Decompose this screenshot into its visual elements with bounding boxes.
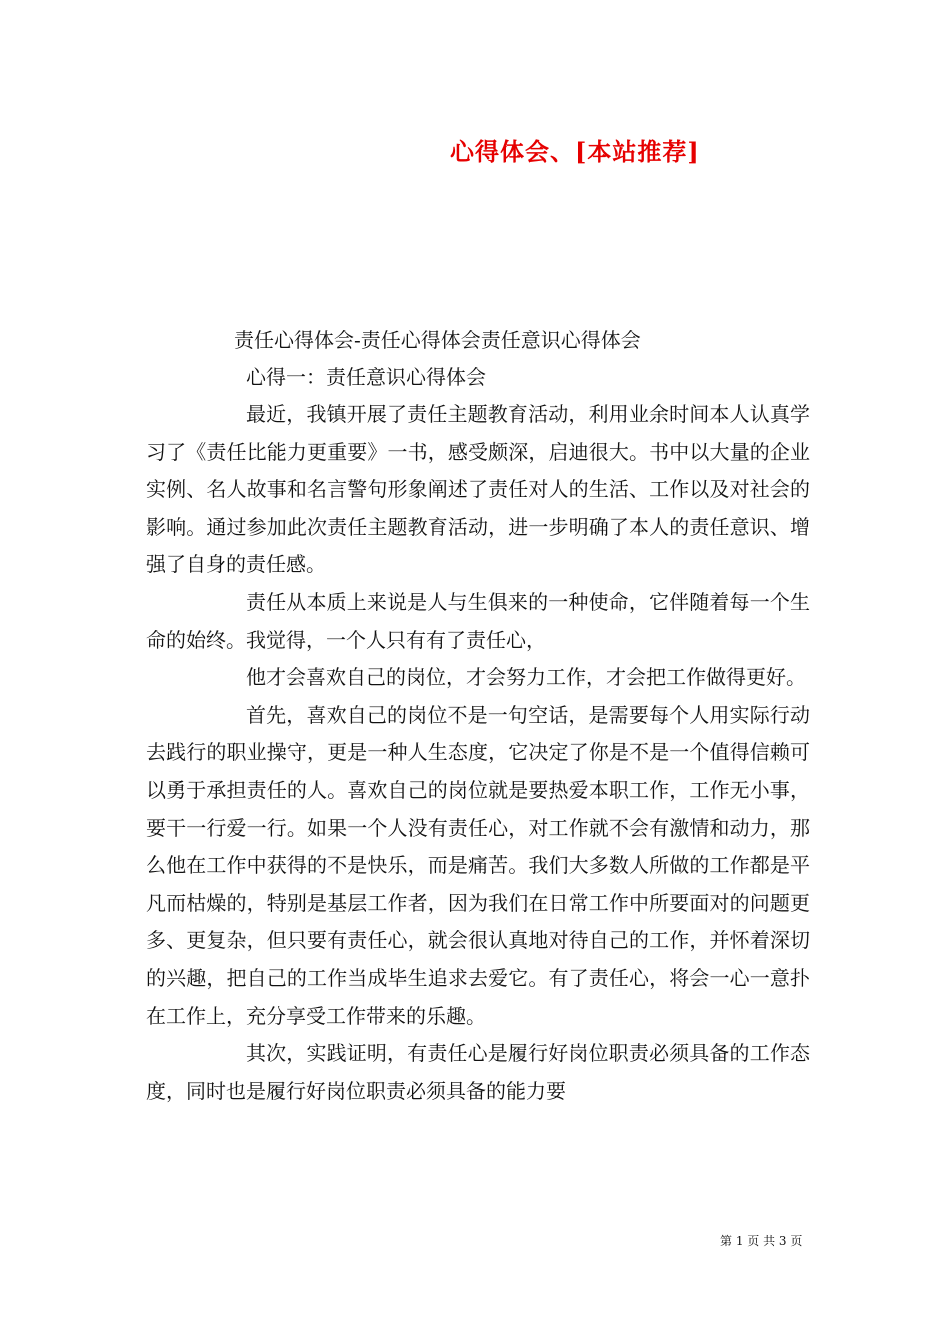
article-subheading: 心得一：责任意识心得体会 (246, 365, 486, 389)
paragraph: 首先，喜欢自己的岗位不是一句空话，是需要每个人用实际行动去践行的职业操守，更是一种人生态度，它决定了你是不是一个值得信赖可以勇于承担责任的人。喜欢自己的岗位就是要热爱本职工作，工作无小事，要干一行爱一行。如果一个人没有责任心，对工作就不会有激情和动力，那么他在工作中获得的不是快乐，而是痛苦。我们大多数人所做的工作都是平凡而枯燥的，特别是基层工作者，因为我们在日常工作中所要面对的问题更多、更复杂，但只要有责任心，就会很认真地对待自己的工作，并怀着深切的兴趣，把自己的工作当成毕生追求去爱它。有了责任心，将会一心一意扑在工作上，充分享受工作带来的乐趣。 (146, 702, 810, 1028)
article-body (146, 396, 810, 1110)
paragraph: 最近，我镇开展了责任主题教育活动，利用业余时间本人认真学习了《责任比能力更重要》一书，感受颇深，启迪很大。书中以大量的企业实例、名人故事和名言警句形象阐述了责任对人的生活、工作以及对社会的影响。通过参加此次责任主题教育活动，进一步明确了本人的责任意识、增强了自身的责任感。 (146, 402, 810, 577)
paragraph: 责任从本质上来说是人与生俱来的一种使命，它伴随着每一个生命的始终。我觉得，一个人只有有了责任心， (146, 589, 810, 652)
article-heading: 责任心得体会-责任心得体会责任意识心得体会 (234, 328, 641, 352)
paragraph: 其次，实践证明，有责任心是履行好岗位职责必须具备的工作态度，同时也是履行好岗位职责必须具备的能力要 (146, 1041, 810, 1103)
page-footer: 第 1 页 共 3 页 (720, 1234, 803, 1248)
paragraph: 他才会喜欢自己的岗位，才会努力工作，才会把工作做得更好。 (246, 665, 806, 690)
page-title: 心得体会、[本站推荐] (450, 137, 700, 166)
